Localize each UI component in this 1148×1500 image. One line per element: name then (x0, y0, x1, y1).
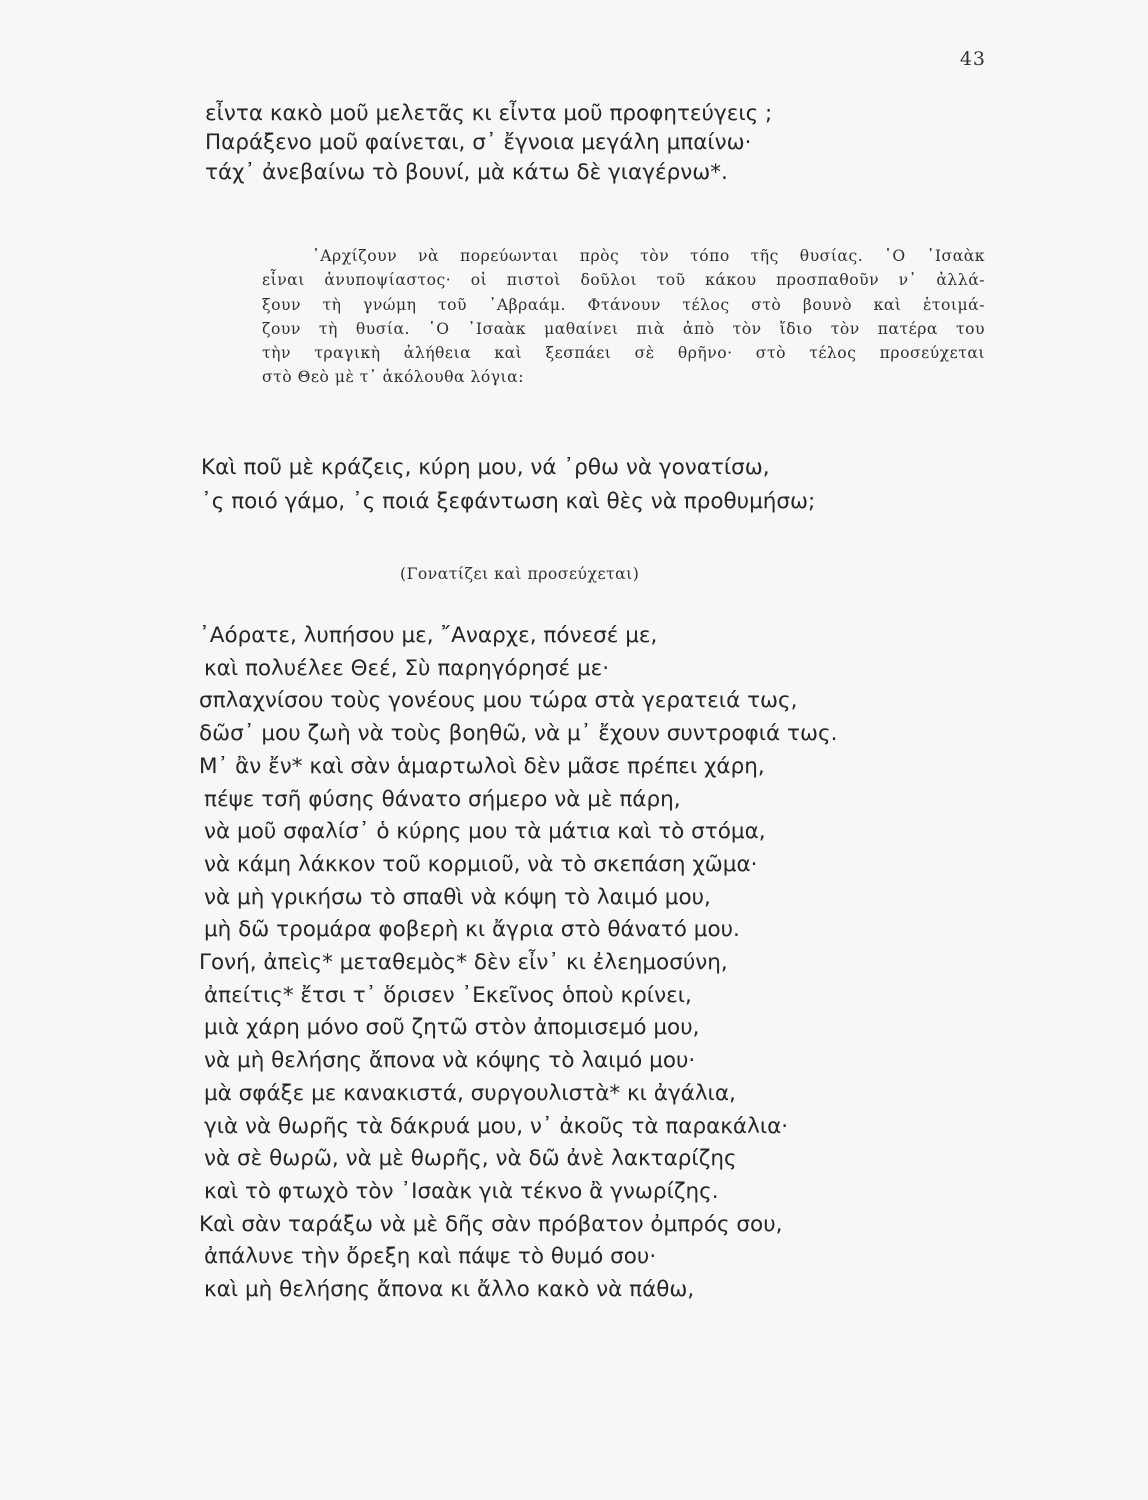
verse-stanza-2 (0, 451, 1148, 518)
prose-note (262, 244, 985, 390)
verse-line: Γονή, ἀπεὶς* μεταθεμὸς* δὲν εἶν᾽ κι ἐλεημοσύνη, (199, 950, 728, 976)
page-number: 43 (959, 48, 986, 70)
verse-line: ᾽ς ποιό γάμο, ᾽ς ποιά ξεφάντωση καὶ θὲς νὰ προθυμήσω; (201, 488, 816, 514)
verse-line: ᾽Αόρατε, λυπήσου με, ῎Αναρχε, πόνεσέ με, (199, 623, 658, 648)
verse-line: μιὰ χάρη μόνο σοῦ ζητῶ στὸν ἀπομισεμό μου, (204, 1015, 700, 1041)
verse-line: δῶσ᾽ μου ζωὴ νὰ τοὺς βοηθῶ, νὰ μ᾽ ἔχουν συντροφιά τως. (199, 721, 838, 747)
verse-line: νὰ μὴ θελήσης ἄπονα νὰ κόψης τὸ λαιμό μου· (204, 1048, 696, 1074)
verse-line: νὰ μὴ γρικήσω τὸ σπαθὶ νὰ κόψη τὸ λαιμό μου, (204, 884, 711, 910)
verse-line: εἶντα κακὸ μοῦ μελετᾶς κι εἶντα μοῦ προφητεύγεις ; (205, 101, 773, 126)
verse-line: νὰ μοῦ σφαλίσ᾽ ὁ κύρης μου τὰ μάτια καὶ τὸ στόμα, (204, 819, 766, 845)
verse-line: Καὶ ποῦ μὲ κράζεις, κύρη μου, νά ᾽ρθω νὰ γονατίσω, (201, 455, 770, 480)
verse-line: μὴ δῶ τρομάρα φοβερὴ κι ἄγρια στὸ θάνατό μου. (204, 917, 740, 943)
prose-line: τὴν τραγικὴ ἀλήθεια καὶ ξεσπάει σὲ θρῆνο· στὸ τέλος προσεύχεται (262, 344, 985, 363)
prose-line: εἶναι ἀνυποψίαστος· οἱ πιστοὶ δοῦλοι τοῦ κάκου προσπαθοῦν ν᾽ ἀλλά- (262, 271, 985, 290)
verse-stanza-3 (0, 620, 1148, 1307)
verse-line: μὰ σφάξε με κανακιστά, συργουλιστὰ* κι ἀγάλια, (204, 1080, 736, 1106)
verse-line: σπλαχνίσου τοὺς γονέους μου τώρα στὰ γερατειά τως, (199, 688, 798, 714)
verse-line: καὶ τὸ φτωχὸ τὸν ᾽Ισαὰκ γιὰ τέκνο ἂ γνωρίζης. (204, 1178, 719, 1204)
verse-line: ἀπάλυνε τὴν ὄρεξη καὶ πάψε τὸ θυμό σου· (204, 1244, 657, 1270)
verse-line: καὶ πολυέλεε Θεέ, Σὺ παρηγόρησέ με· (204, 655, 610, 681)
prose-line: ξουν τὴ γνώμη τοῦ ᾽Αβραάμ. Φτάνουν τέλος στὸ βουνὸ καὶ ἑτοιμά- (262, 295, 985, 314)
verse-line: γιὰ νὰ θωρῆς τὰ δάκρυά μου, ν᾽ ἀκοῦς τὰ παρακάλια· (204, 1113, 789, 1139)
verse-line: πέψε τσῆ φύσης θάνατο σήμερο νὰ μὲ πάρη, (204, 786, 681, 812)
verse-line: νὰ κάμη λάκκον τοῦ κορμιοῦ, νὰ τὸ σκεπάση χῶμα· (204, 851, 758, 877)
verse-line: Παράξενο μοῦ φαίνεται, σ᾽ ἔγνοια μεγάλη μπαίνω· (205, 130, 752, 156)
verse-line: Καὶ σὰν ταράξω νὰ μὲ δῆς σὰν πρόβατον ὀμπρός σου, (199, 1211, 783, 1237)
verse-line: τάχ᾽ ἀνεβαίνω τὸ βουνί, μὰ κάτω δὲ γιαγέρνω*. (205, 159, 728, 185)
stage-direction: (Γονατίζει καὶ προσεύχεται) (400, 565, 640, 583)
verse-line: Μ᾽ ἂν ἔν* καὶ σὰν ἁμαρτωλοὶ δὲν μᾶσε πρέπει χάρη, (199, 753, 765, 779)
prose-line: ζουν τὴ θυσία. ῾Ο ᾽Ισαὰκ μαθαίνει πιὰ ἀπὸ τὸν ἴδιο τὸν πατέρα του (262, 319, 985, 338)
verse-line: ἀπείτις* ἔτσι τ᾽ ὅρισεν ᾽Εκεῖνος ὁποὺ κρίνει, (204, 982, 692, 1008)
prose-line: ᾽Αρχίζουν νὰ πορεύωνται πρὸς τὸν τόπο τῆς θυσίας. ῾Ο ᾽Ισαὰκ (312, 247, 985, 265)
verse-line: νὰ σὲ θωρῶ, νὰ μὲ θωρῆς, νὰ δῶ ἀνὲ λακταρίζης (204, 1146, 737, 1172)
verse-stanza-1 (0, 99, 1148, 187)
verse-line: καὶ μὴ θελήσης ἄπονα κι ἄλλο κακὸ νὰ πάθω, (204, 1277, 695, 1303)
prose-line: στὸ Θεὸ μὲ τ᾽ ἀκόλουθα λόγια: (262, 368, 524, 387)
